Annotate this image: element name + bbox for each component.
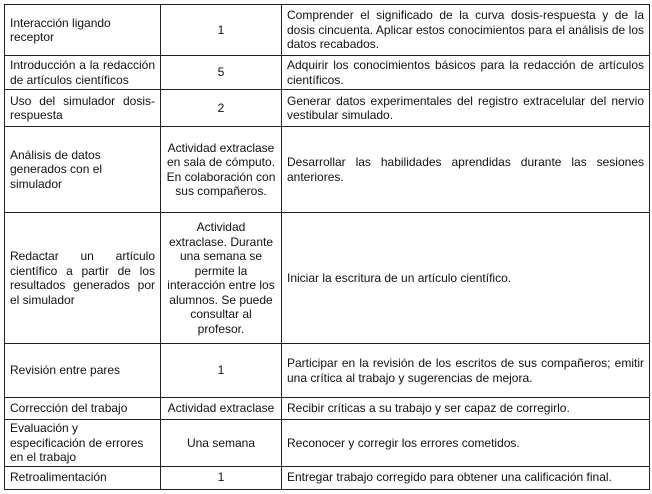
objective-cell: Entregar trabajo corregido para obtener una calificación final. (282, 466, 650, 489)
objective-cell: Adquirir los conocimientos básicos para la redacción de artículos científicos. (282, 56, 650, 90)
objective-cell: Comprender el significado de la curva dosis-respuesta y de la dosis cincuenta. Aplicar estos conocimientos para el análisis de los datos recabados. (282, 5, 650, 56)
sessions-cell: Actividad extraclase. Durante una semana se permite la interacción entre los alumnos. Se puede consultar al profesor. (161, 213, 282, 344)
objective-cell: Desarrollar las habilidades aprendidas durante las sesiones anteriores. (282, 127, 650, 213)
objective-cell: Generar datos experimentales del registro extracelular del nervio vestibular simulado. (282, 90, 650, 127)
sessions-cell: 5 (161, 56, 282, 90)
objective-cell: Recibir críticas a su trabajo y ser capaz de corregirlo. (282, 398, 650, 420)
table-row (5, 127, 650, 213)
activity-cell: Retroalimentación (5, 466, 161, 489)
activity-cell: Revisión entre pares (5, 344, 161, 398)
table-row (5, 398, 650, 420)
sessions-cell: 1 (161, 466, 282, 489)
activity-cell: Introducción a la redacción de artículos científicos (5, 56, 161, 90)
sessions-cell: Actividad extraclase en sala de cómputo. En colaboración con sus compañeros. (161, 127, 282, 213)
activity-cell: Interacción ligando receptor (5, 5, 161, 56)
activity-cell: Evaluación y especificación de errores en el trabajo (5, 420, 161, 467)
activities-table (4, 4, 650, 490)
objective-cell: Reconocer y corregir los errores cometidos. (282, 420, 650, 467)
activity-cell: Redactar un artículo científico a partir de los resultados generados por el simulador (5, 213, 161, 344)
activity-cell: Análisis de datos generados con el simulador (5, 127, 161, 213)
table-row (5, 466, 650, 489)
table-row (5, 420, 650, 467)
table-row (5, 213, 650, 344)
sessions-cell: 2 (161, 90, 282, 127)
activity-cell: Corrección del trabajo (5, 398, 161, 420)
table-row (5, 5, 650, 56)
sessions-cell: Actividad extraclase (161, 398, 282, 420)
sessions-cell: 1 (161, 344, 282, 398)
objective-cell: Iniciar la escritura de un artículo científico. (282, 213, 650, 344)
sessions-cell: 1 (161, 5, 282, 56)
table-row (5, 90, 650, 127)
objective-cell: Participar en la revisión de los escritos de sus compañeros; emitir una crítica al trabajo y sugerencias de mejora. (282, 344, 650, 398)
table-row (5, 344, 650, 398)
sessions-cell: Una semana (161, 420, 282, 467)
table-row (5, 56, 650, 90)
activity-cell: Uso del simulador dosis-respuesta (5, 90, 161, 127)
